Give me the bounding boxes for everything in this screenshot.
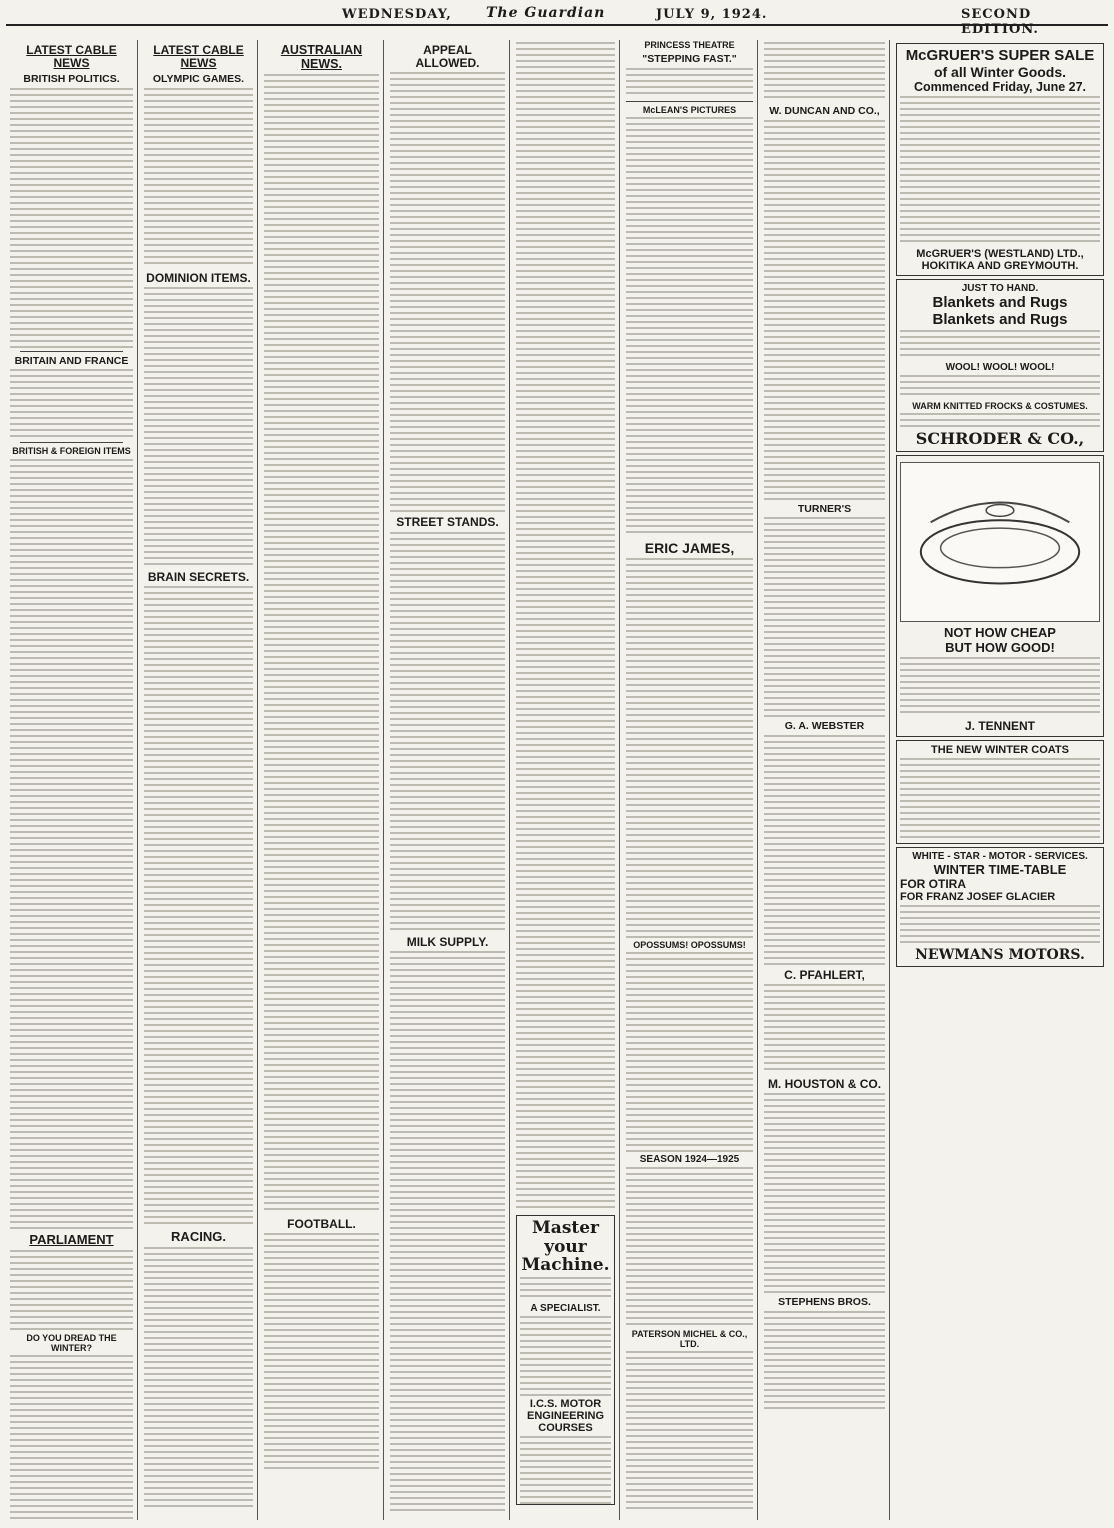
masthead-day: WEDNESDAY, bbox=[342, 7, 452, 22]
article-text bbox=[144, 586, 253, 1226]
column-2 bbox=[140, 40, 258, 1520]
column-6 bbox=[622, 40, 758, 1520]
headline-british-foreign-items: BRITISH & FOREIGN ITEMS bbox=[12, 446, 131, 457]
article-text bbox=[390, 951, 505, 1511]
ad-eric-james: ERIC JAMES, bbox=[644, 539, 735, 556]
headline-street-stands: STREET STANDS. bbox=[396, 515, 499, 530]
newspaper-page bbox=[6, 4, 1108, 1524]
schroder-blankets: Blankets and Rugs bbox=[932, 294, 1068, 311]
white-star-otira: FOR OTIRA bbox=[900, 877, 966, 891]
advert-specialist: A SPECIALIST. bbox=[530, 1303, 601, 1315]
white-star-title: WHITE - STAR - MOTOR - SERVICES. bbox=[912, 851, 1088, 862]
article-text bbox=[10, 88, 133, 348]
mcgruer-ltd: McGRUER'S (WESTLAND) LTD., bbox=[916, 248, 1084, 260]
headline-latest-cable-news: LATEST CABLE NEWS bbox=[26, 43, 117, 71]
ad-pfahlert: C. PFAHLERT, bbox=[784, 967, 865, 982]
advert-white-star bbox=[896, 847, 1104, 967]
headline-olympic-games: OLYMPIC GAMES. bbox=[152, 73, 245, 86]
headline-dread-winter: DO YOU DREAD THE WINTER? bbox=[26, 1332, 117, 1353]
headline-britain-and-france: BRITAIN AND FRANCE bbox=[14, 354, 129, 367]
column-5 bbox=[512, 40, 620, 1520]
winter-coats-title: THE NEW WINTER COATS bbox=[931, 744, 1069, 756]
ad-mcleans-pictures: McLEAN'S PICTURES bbox=[642, 104, 737, 115]
article-text bbox=[264, 74, 379, 1214]
advert-title: Master your Machine. bbox=[521, 1218, 610, 1276]
article-text bbox=[144, 287, 253, 567]
advert-schroder bbox=[896, 279, 1104, 452]
headline-latest-cable-news-2: LATEST CABLE NEWS bbox=[153, 43, 244, 71]
ad-w-duncan: W. DUNCAN AND CO., bbox=[769, 105, 880, 117]
ad-stepping-fast: "STEPPING FAST." bbox=[642, 53, 737, 65]
newmans-motors: NEWMANS MOTORS. bbox=[915, 947, 1085, 963]
mcgruer-title: McGRUER'S SUPER SALE bbox=[905, 47, 1095, 64]
article-text bbox=[390, 72, 505, 512]
article-text bbox=[10, 1355, 133, 1520]
mcgruer-hokitika: HOKITIKA AND GREYMOUTH. bbox=[921, 260, 1079, 272]
ad-opossums: OPOSSUMS! OPOSSUMS! bbox=[633, 939, 746, 950]
mcgruer-date: Commenced Friday, June 27. bbox=[913, 80, 1087, 94]
ad-turners: TURNER'S bbox=[797, 502, 852, 515]
ad-season: SEASON 1924—1925 bbox=[639, 1153, 740, 1165]
advert-org: I.C.S. MOTOR ENGINEERING COURSES bbox=[526, 1398, 604, 1435]
headline-milk-supply: MILK SUPPLY. bbox=[406, 934, 489, 949]
headline-parliament: PARLIAMENT bbox=[29, 1232, 114, 1248]
ad-princess-theatre: PRINCESS THEATRE bbox=[644, 40, 735, 50]
advert-winter-coats bbox=[896, 740, 1104, 844]
article-text bbox=[264, 1233, 379, 1473]
advert-tennent bbox=[896, 455, 1104, 737]
headline-british-politics: BRITISH POLITICS. bbox=[23, 73, 120, 86]
teapot-illustration bbox=[900, 462, 1100, 622]
column-8 bbox=[892, 40, 1108, 1520]
article-text bbox=[144, 88, 253, 268]
headline-appeal-allowed: APPEAL ALLOWED. bbox=[415, 43, 480, 71]
article-text bbox=[10, 1250, 133, 1330]
column-4 bbox=[386, 40, 510, 1520]
schroder-just-to-hand: JUST TO HAND. bbox=[961, 283, 1039, 294]
ad-webster: G. A. WEBSTER bbox=[784, 720, 865, 733]
white-star-glacier: FOR FRANZ JOSEF GLACIER bbox=[900, 891, 1056, 903]
schroder-knitted: WARM KNITTED FROCKS & COSTUMES. bbox=[912, 401, 1088, 411]
article-text bbox=[390, 532, 505, 932]
article-text bbox=[516, 42, 615, 1212]
schroder-blankets-2: Blankets and Rugs bbox=[932, 311, 1068, 328]
masthead bbox=[6, 4, 1108, 37]
column-1 bbox=[6, 40, 138, 1520]
ad-houston: M. HOUSTON & CO. bbox=[767, 1076, 882, 1091]
advert-ics-motor bbox=[516, 1215, 615, 1505]
ad-paterson-michel: PATERSON MICHEL & CO., LTD. bbox=[631, 1328, 748, 1349]
article-text bbox=[144, 1247, 253, 1507]
tennent-name: J. TENNENT bbox=[964, 719, 1035, 733]
headline-racing: RACING. bbox=[171, 1229, 226, 1245]
masthead-edition: SECOND EDITION. bbox=[961, 7, 1039, 37]
advert-mcgruer-sale bbox=[896, 43, 1104, 276]
tennent-not-cheap: NOT HOW CHEAP bbox=[944, 625, 1056, 640]
ad-stephens-bros: STEPHENS BROS. bbox=[778, 1296, 871, 1309]
article-text bbox=[10, 369, 133, 439]
headline-football: FOOTBALL. bbox=[287, 1216, 356, 1231]
masthead-paper-name: The Guardian bbox=[486, 5, 606, 21]
headline-brain-secrets: BRAIN SECRETS. bbox=[147, 570, 250, 585]
white-star-timetable: WINTER TIME-TABLE bbox=[933, 862, 1067, 877]
schroder-name: SCHRODER & CO., bbox=[915, 429, 1085, 448]
column-7 bbox=[760, 40, 890, 1520]
article-text bbox=[10, 459, 133, 1229]
column-3 bbox=[260, 40, 384, 1520]
headline-australian-news: AUSTRALIAN NEWS. bbox=[280, 43, 363, 71]
tennent-but-good: BUT HOW GOOD! bbox=[945, 640, 1055, 655]
mcgruer-subtitle: of all Winter Goods. bbox=[933, 64, 1067, 80]
schroder-wool: WOOL! WOOL! WOOL! bbox=[945, 362, 1055, 373]
headline-dominion-items: DOMINION ITEMS. bbox=[146, 270, 251, 285]
masthead-date: JULY 9, 1924. bbox=[656, 7, 768, 22]
